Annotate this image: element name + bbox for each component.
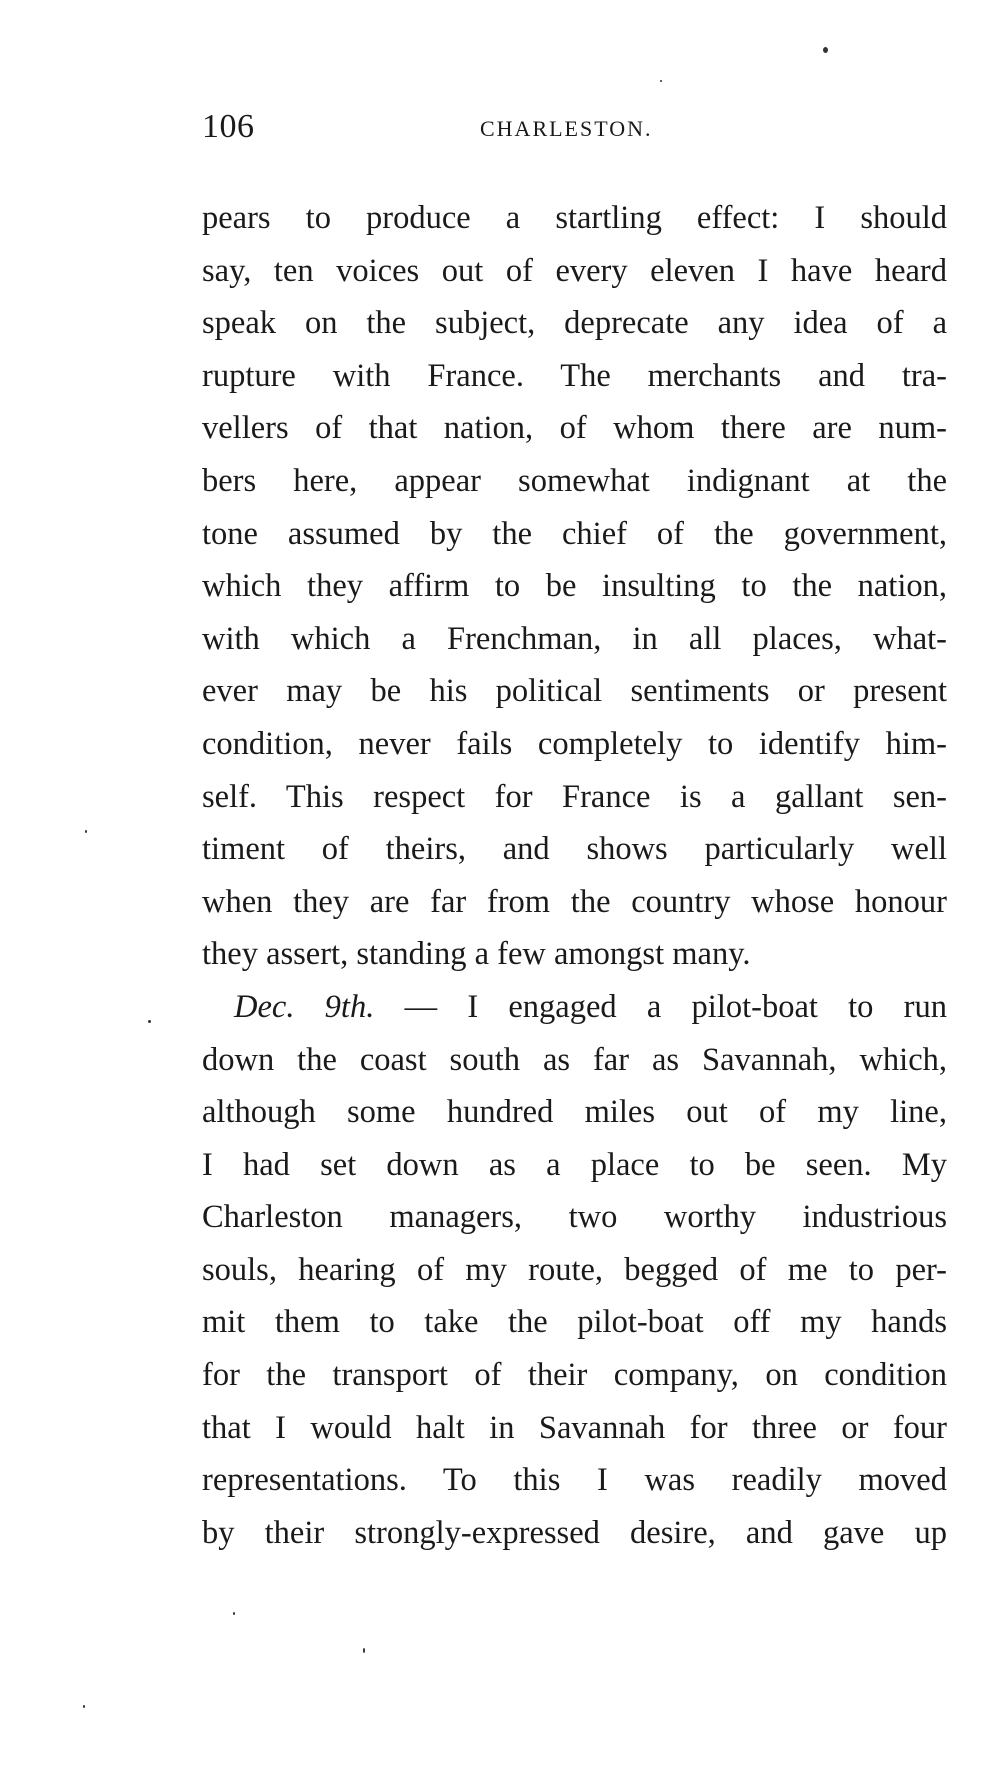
text-line: although some hundred miles out of my line,: [202, 1094, 947, 1131]
text-line: for the transport of their company, on condition: [202, 1357, 947, 1394]
print-speck: [148, 1020, 151, 1023]
text-line: Charleston managers, two worthy industrious: [202, 1199, 947, 1236]
text-line: say, ten voices out of every eleven I have heard: [202, 252, 947, 289]
text-line: timent of theirs, and shows particularly well: [202, 831, 947, 868]
text-line: speak on the subject, deprecate any idea of a: [202, 305, 947, 342]
page-number: 106: [202, 108, 255, 145]
diary-date-label: Dec. 9th.: [234, 988, 375, 1025]
diary-entry-text: — I engaged a pilot-boat to run: [374, 988, 947, 1025]
text-line: rupture with France. The merchants and tra-: [202, 357, 947, 394]
running-head: CHARLESTON.: [480, 116, 653, 141]
text-line: when they are far from the country whose honour: [202, 883, 947, 920]
text-line: representations. To this I was readily moved: [202, 1462, 947, 1499]
text-line: down the coast south as far as Savannah, which,: [202, 1041, 947, 1078]
text-line: tone assumed by the chief of the government,: [202, 515, 947, 552]
text-line: bers here, appear somewhat indignant at the: [202, 462, 947, 499]
text-line: with which a Frenchman, in all places, what-: [202, 620, 947, 657]
text-line: mit them to take the pilot-boat off my hands: [202, 1304, 947, 1341]
text-line: condition, never fails completely to identify him-: [202, 725, 947, 762]
print-speck: [83, 1705, 85, 1708]
text-line: by their strongly-expressed desire, and gave up: [202, 1514, 947, 1551]
text-line: self. This respect for France is a gallant sen-: [202, 778, 947, 815]
print-speck: [233, 1612, 235, 1615]
diary-entry-first-line: [202, 981, 947, 1034]
print-speck: [660, 80, 662, 82]
text-line: ever may be his political sentiments or present: [202, 673, 947, 710]
text-line: pears to produce a startling effect: I should: [202, 200, 947, 236]
text-line: which they affirm to be insulting to the nation,: [202, 568, 947, 605]
text-line: I had set down as a place to be seen. My: [202, 1146, 947, 1183]
body-text: [202, 192, 947, 1559]
text-line: that I would halt in Savannah for three or four: [202, 1409, 947, 1446]
text-line: vellers of that nation, of whom there are num-: [202, 410, 947, 447]
print-speck: [363, 1648, 365, 1653]
print-speck: [823, 47, 828, 53]
page-header: [202, 108, 947, 152]
paragraph-end-line: they assert, standing a few amongst many.: [202, 936, 751, 973]
print-speck: [85, 830, 87, 833]
text-line: souls, hearing of my route, begged of me to per-: [202, 1251, 947, 1288]
